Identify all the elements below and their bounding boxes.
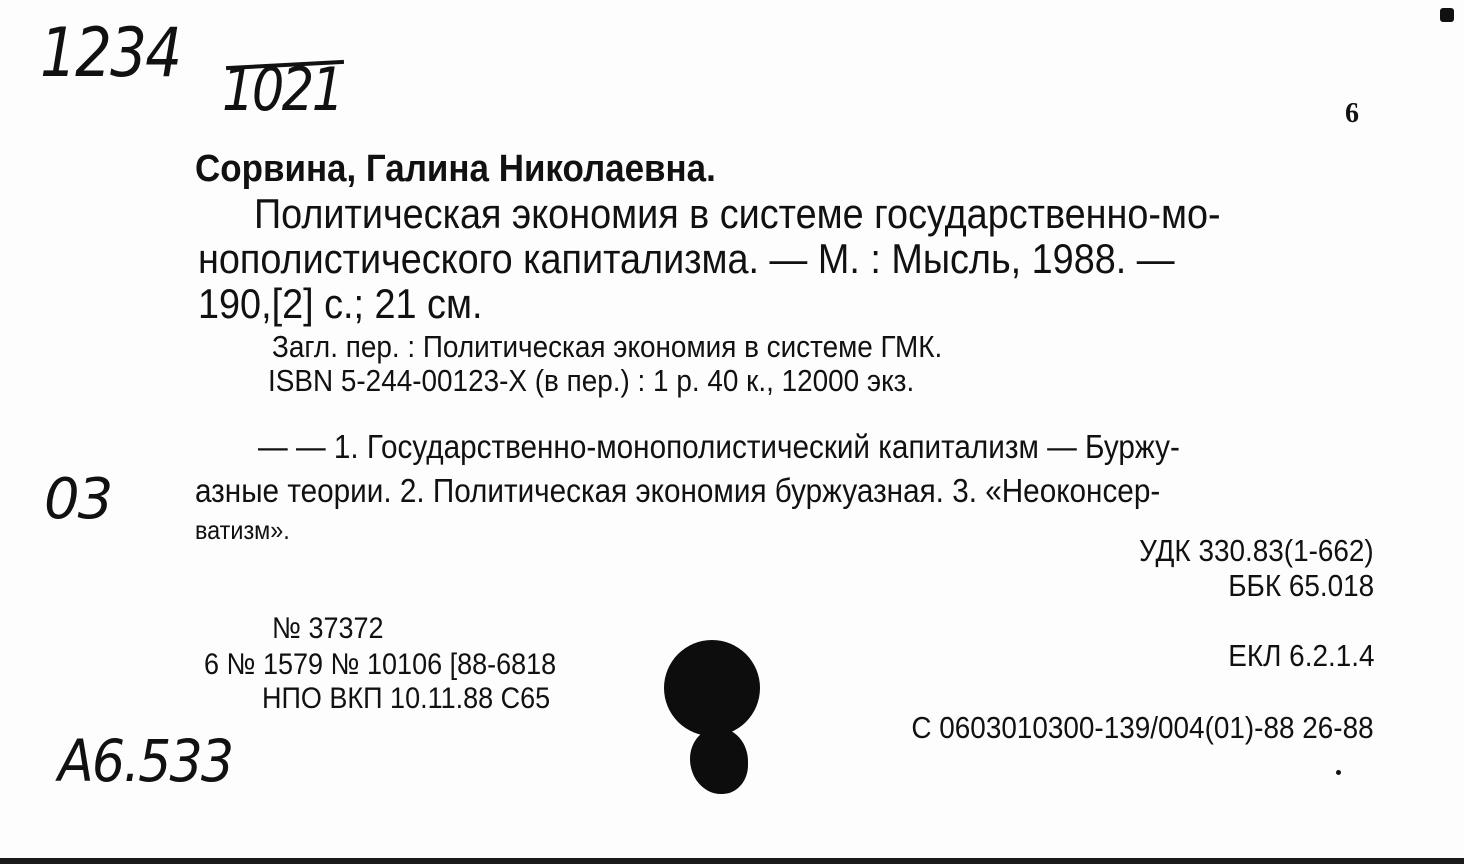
author-heading: Сорвина, Галина Николаевна. [195, 148, 716, 190]
bbk-index: ББК 65.018 [1228, 568, 1374, 603]
card-number: 6 [1345, 98, 1359, 129]
title-line: 190,[2] с.; 21 см. [198, 280, 483, 327]
ink-dot [1440, 8, 1454, 22]
publication-info-line: 6 № 1579 № 10106 [88-6818 [204, 648, 557, 681]
subject-line: азные теории. 2. Политическая экономия буржуазная. 3. «Неоконсер- [195, 472, 1161, 509]
publication-code: С 0603010300-139/004(01)-88 26-88 [911, 710, 1374, 745]
publication-info-line: № 37372 [272, 612, 384, 645]
udk-index: УДК 330.83(1-662) [1139, 533, 1374, 568]
handwritten-inventory-number: A6.533 [58, 727, 233, 795]
ekl-index: ЕКЛ 6.2.1.4 [1227, 638, 1374, 673]
subject-line: ватизм». [195, 515, 290, 545]
ink-blot [690, 728, 748, 794]
ink-dot [1336, 770, 1341, 775]
ink-blot [664, 640, 760, 736]
title-line: нополистического капитализма. — М. : Мысль, 1988. — [198, 235, 1175, 282]
note-cover-title: Загл. пер. : Политическая экономия в системе ГМК. [272, 329, 943, 364]
handwritten-margin-mark: 03 [44, 467, 112, 532]
handwritten-catalog-sub: 1021 [222, 55, 342, 125]
publication-info-line: НПО ВКП 10.11.88 С65 [262, 682, 551, 715]
title-line: Политическая экономия в системе государственно-мо- [254, 190, 1221, 237]
note-isbn: ISBN 5-244-00123-X (в пер.) : 1 р. 40 к., 12000 экз. [268, 363, 915, 398]
handwritten-catalog-number: 1234 [40, 14, 181, 93]
subject-line: — — 1. Государственно-монополистический капитализм — Буржу- [258, 428, 1180, 465]
